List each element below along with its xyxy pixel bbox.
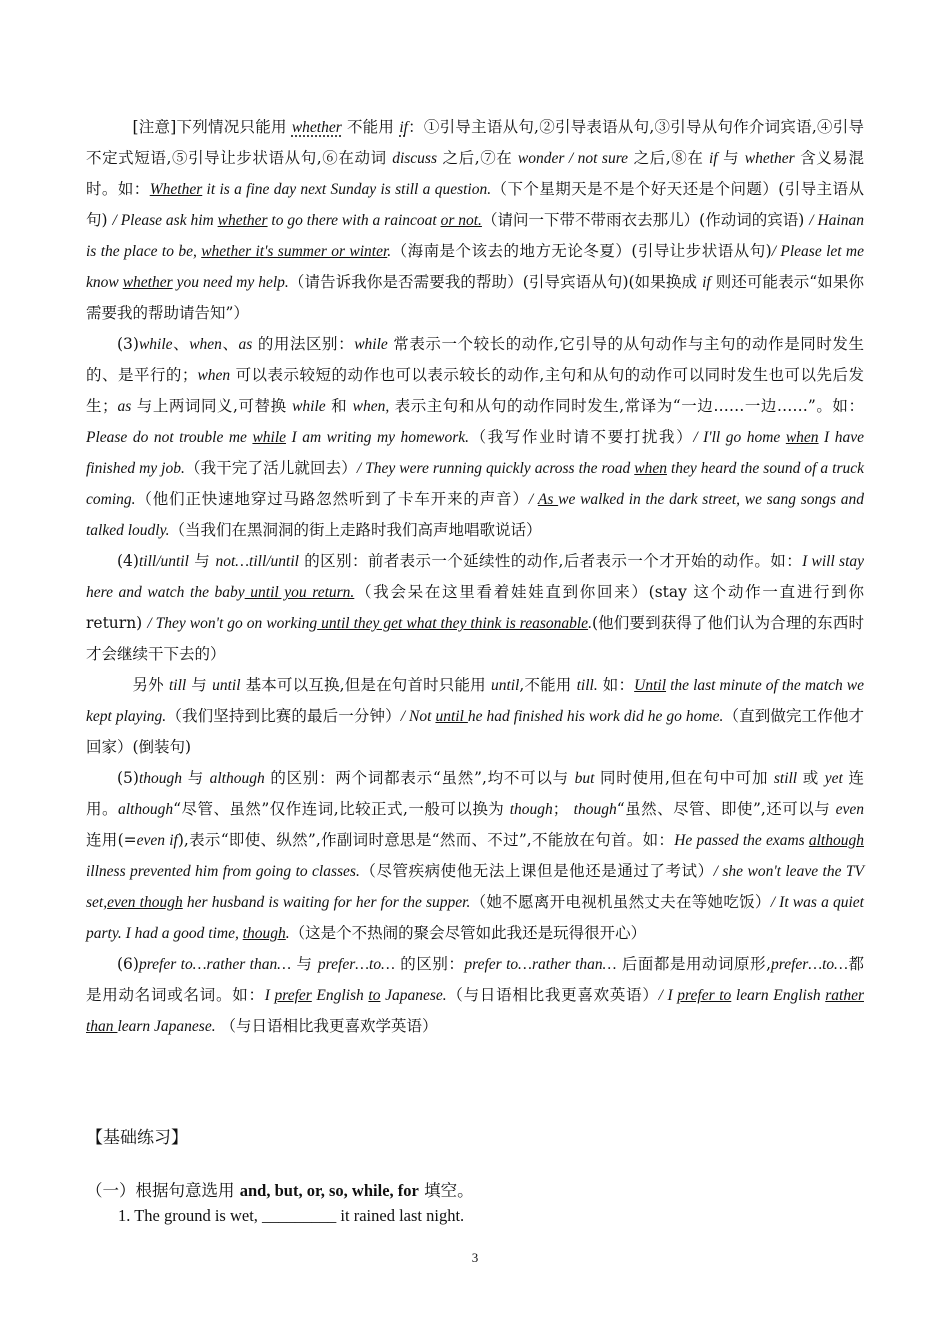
whether-note-paragraph: [注意]下列情况只能用 whether 不能用 if：①引导主语从句,②引导表语从句,③引导从句作介词宾语,④引导不定式短语,⑤引导让步状语从句,⑥在动词 discuss 之后,⑦在 wonder / not sure 之后,⑧在 if 与 whether 含义易混时。如：Whether it is a fine day next Sunday is still a question.（下个星期天是不是个好天还是个问题）(引导主语从句) / Please ask him whether to go there with a raincoat or not.（请问一下带不带雨衣去那儿）(作动词的宾语) / Hainan is the place to be, whether it's summer or winter.（海南是个该去的地方无论冬夏）(引导让步状语从句)/ Please let me know whether you need my help.（请告诉我你是否需要我的帮助）(引导宾语从句)(如果换成 if 则还可能表示“如果你需要我的帮助请告知”）: [86, 118, 864, 322]
exercise-item-1: 1. The ground is wet, _________ it rained last night.: [118, 1206, 465, 1225]
till-until-extra-paragraph: 另外 till 与 until 基本可以互换,但是在句首时只能用 until,不能用 till. 如：Until the last minute of the match we kept playing.（我们坚持到比赛的最后一分钟）/ Not until he had finished his work did he go home.（直到做完工作他才回家）(倒装句): [86, 676, 864, 756]
while-when-as-paragraph: (3)while、when、as 的用法区别：while 常表示一个较长的动作,它引导的从句动作与主句的动作是同时发生的、是平行的；when 可以表示较短的动作也可以表示较长的动作,主句和从句的动作可以同时发生也可以先后发生；as 与上两词同义,可替换 while 和 when, 表示主句和从句的动作同时发生,常译为“一边……一边……”。如：Please do not trouble me while I am writing my homework.（我写作业时请不要打扰我）/ I'll go home when I have finished my job.（我干完了活儿就回去）/ They were running quickly across the road when they heard the sound of a truck coming.（他们正快速地穿过马路忽然听到了卡车开来的声音）/ As we walked in the dark street, we sang songs and talked loudly.（当我们在黑洞洞的街上走路时我们高声地唱歌说话）: [86, 335, 865, 539]
till-until-paragraph: (4)till/until 与 not…till/until 的区别：前者表示一个延续性的动作,后者表示一个才开始的动作。如：I will stay here and watch the baby until you return.（我会呆在这里看着娃娃直到你回来）(stay 这个动作一直进行到你 return) / They won't go on working until they get what they think is reasonable.(他们要到获得了他们认为合理的东西时才会继续干下去的）: [86, 552, 865, 663]
though-although-paragraph: (5)though 与 although 的区别：两个词都表示“虽然”,均不可以与 but 同时使用,但在句中可加 still 或 yet 连用。although“尽管、虽然”仅作连词,比较正式,一般可以换为 though； though“虽然、尽管、即使”,还可以与 even 连用(=even if),表示“即使、纵然”,作副词时意思是“然而、不过”,不能放在句首。如：He passed the exams although illness prevented him from going to classes.（尽管疾病使他无法上课但是他还是通过了考试）/ she won't leave the TV set,even though her husband is waiting for her for the supper.（她不愿离开电视机虽然丈夫在等她吃饭）/ It was a quiet party. I had a good time, though.（这是个不热闹的聚会尽管如此我还是玩得很开心）: [86, 769, 864, 942]
page-number: 3: [471, 1250, 479, 1265]
exercise-heading: （一）根据句意选用 and, but, or, so, while, for 填空。: [86, 1181, 474, 1200]
practice-section-title: 【基础练习】: [86, 1128, 188, 1148]
prefer-paragraph: (6)prefer to…rather than… 与 prefer…to… 的区别：prefer to…rather than… 后面都是用动词原形,prefer…to…都是用动名词或名词。如：I prefer English to Japanese.（与日语相比我更喜欢英语）/ I prefer to learn English rather than learn Japanese. （与日语相比我更喜欢学英语）: [86, 955, 864, 1035]
grammar-notes: [86, 112, 864, 1042]
